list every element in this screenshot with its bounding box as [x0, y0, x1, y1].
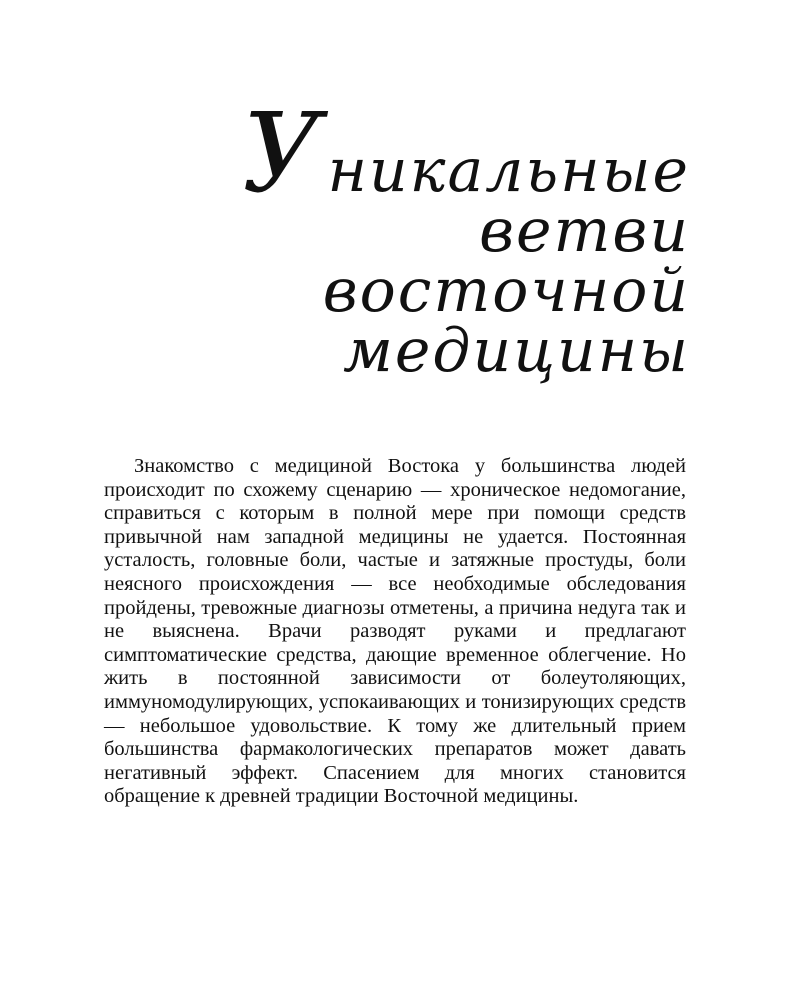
body-paragraph — [104, 455, 686, 809]
title-line-1 — [120, 89, 690, 217]
body-paragraph-text: Знакомство с медициной Востока у большинства людей происходит по схожему сценарию — хроническое недомогание, справиться с которым в полной мере при помощи средств привычной нам западной медицины не удается. Постоянная усталость, головные боли, частые и затяжные простуды, боли неясного происхождения — все необходимые обследования пройдены, тревожные диагнозы отметены, а причина недуга так и не выяснена. Врачи разводят руками и предлагают симптоматические средства, дающие временное облегчение. Но жить в постоянной зависимости от болеутоляющих, иммуномодулирующих, успокаивающих и тонизирующих средств — небольшое удовольствие. К тому же длительный прием большинства фармакологических препаратов может давать негативный эффект. Спасением для многих становится обращение к древней традиции Восточной медицины. — [104, 455, 686, 808]
title-line-2: ветви восточной — [322, 196, 690, 326]
title-line-1-rest: никальные — [327, 136, 690, 206]
chapter-title — [120, 89, 690, 386]
title-line-3: медицины — [343, 316, 690, 386]
drop-cap: У — [241, 89, 324, 217]
